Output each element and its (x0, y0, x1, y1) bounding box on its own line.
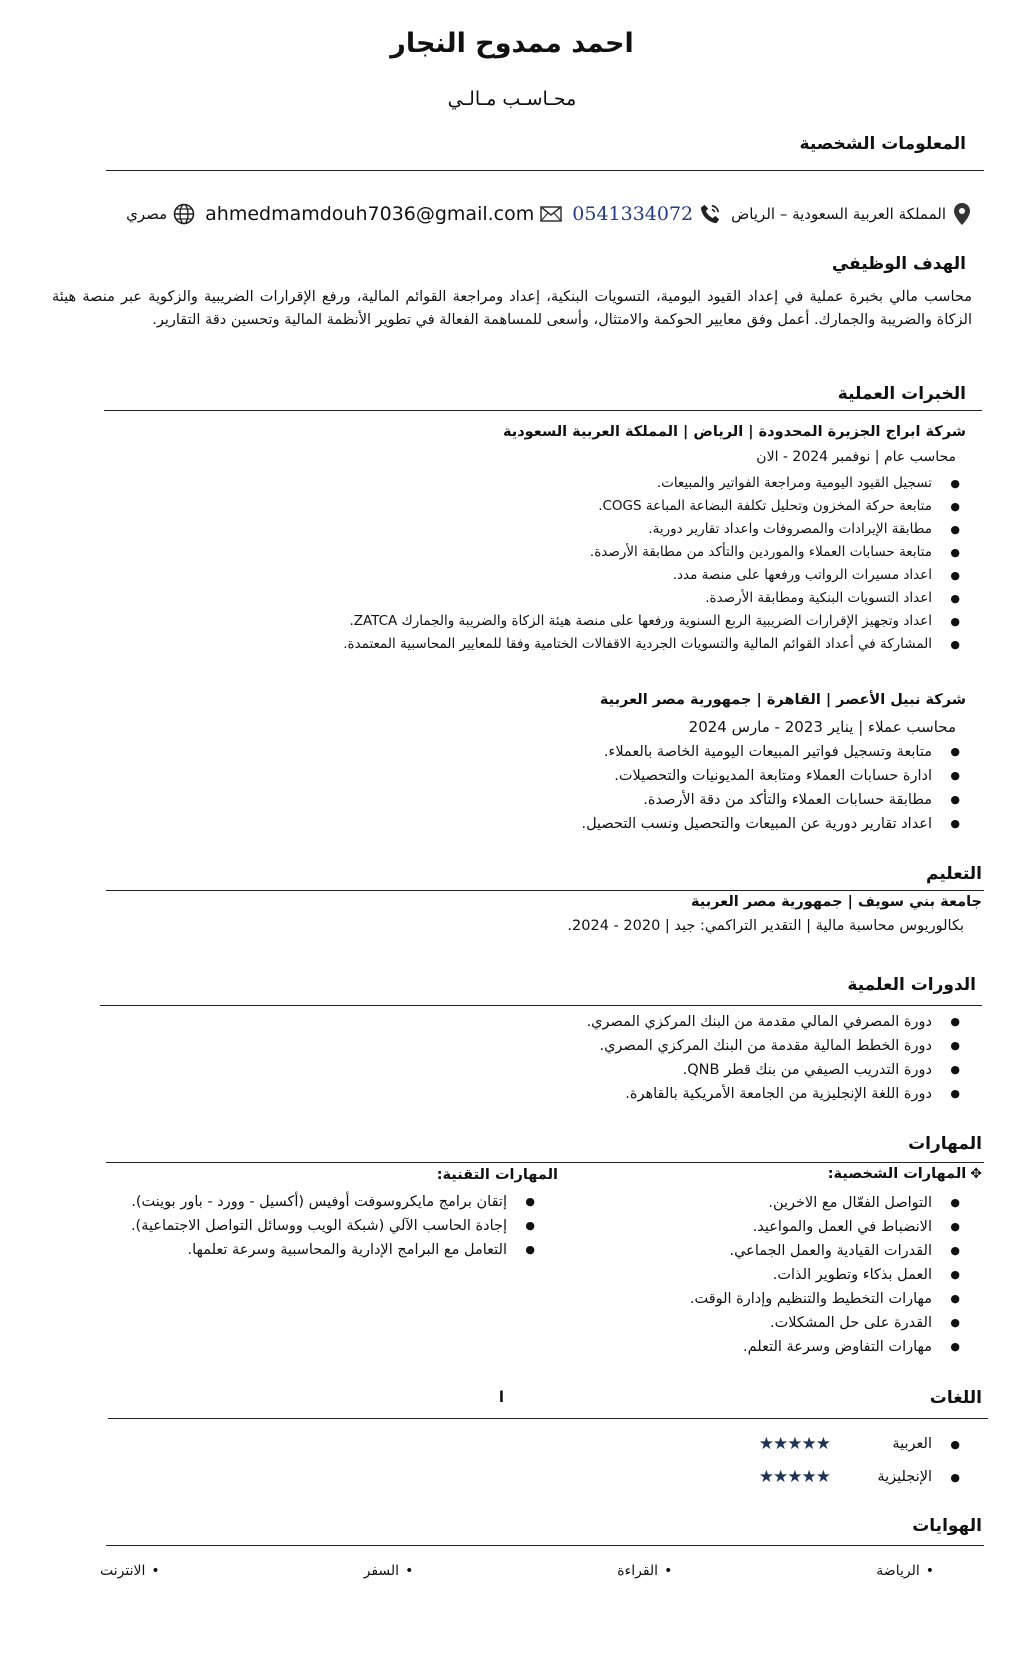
skills-title: المهارات (908, 1134, 982, 1154)
experience-divider (104, 410, 982, 411)
skills-divider (106, 1162, 984, 1163)
list-item: ● متابعة وتسجيل فواتير المبيعات اليومية الخاصة بالعملاء. (581, 740, 966, 764)
languages-divider (108, 1418, 988, 1419)
list-item: ● دورة اللغة الإنجليزية من الجامعة الأمريكية بالقاهرة. (587, 1082, 966, 1106)
courses-title: الدورات العلمية (847, 975, 976, 995)
technical-skills-title: المهارات التقنية: (436, 1167, 558, 1183)
sparkle-icon: ✥ (970, 1166, 982, 1182)
language-item (759, 1428, 966, 1461)
list-item: ● المشاركة في أعداد القوائم المالية والتسويات الجردية الاقفالات الختامية وفقا للمعايير المحاسبية المعتمدة. (343, 633, 966, 656)
list-item: ● إتقان برامج مايكروسوفت أوفيس (أكسيل - وورد - باور بوينت). (131, 1190, 541, 1214)
hobby-item: • القراءة (617, 1563, 673, 1579)
contact-location (731, 202, 972, 226)
education-degree: بكالوريوس محاسبة مالية | التقدير التراكمي: جيد | 2020 - 2024. (567, 918, 964, 934)
email-address[interactable]: ahmedmamdouh7036@gmail.com (205, 203, 535, 225)
list-item: ● تسجيل القيود اليومية ومراجعة الفواتير والمبيعات. (343, 472, 966, 495)
languages-title: اللغات (929, 1388, 982, 1408)
person-name: احمد ممدوح النجار (390, 28, 634, 59)
star-icon: ★★★★★ (758, 1434, 830, 1454)
hobbies-title: الهوايات (912, 1516, 982, 1536)
list-item: ● دورة التدريب الصيفي من بنك قطر QNB. (587, 1058, 966, 1082)
list-item: ● متابعة حركة المخزون وتحليل تكلفة البضاعة المباعة COGS. (343, 495, 966, 518)
hobby-item: • الانترنت (100, 1563, 160, 1579)
list-item: ● القدرة على حل المشكلات. (690, 1311, 966, 1335)
location-icon (952, 202, 972, 226)
hobbies-row (60, 1558, 934, 1584)
language-name: ● الإنجليزية (877, 1469, 932, 1485)
list-item: ● التعامل مع البرامج الإدارية والمحاسبية وسرعة تعلمها. (131, 1238, 541, 1262)
languages-list (759, 1428, 966, 1494)
contact-phone[interactable] (572, 203, 721, 225)
list-item: ● الانضباط في العمل والمواعيد. (690, 1215, 966, 1239)
job-2-company: شركة نبيل الأعصر | القاهرة | جمهورية مصر العربية (599, 692, 966, 708)
job-2-tasks (581, 740, 966, 836)
list-item: ● مهارات التخطيط والتنظيم وإدارة الوقت. (690, 1287, 966, 1311)
personal-info-title: المعلومات الشخصية (799, 134, 966, 154)
hobby-item: • الرياضة (876, 1563, 934, 1579)
list-item: ● إجادة الحاسب الآلي (شبكة الويب ووسائل التواصل الاجتماعية). (131, 1214, 541, 1238)
job-title: محـاسـب مـالـي (447, 88, 577, 110)
list-item: ● ادارة حسابات العملاء ومتابعة المديونيات والتحصيلات. (581, 764, 966, 788)
email-icon (540, 205, 562, 223)
list-item: ● اعداد مسيرات الرواتب ورفعها على منصة مدد. (343, 564, 966, 587)
experience-title: الخبرات العملية (837, 384, 966, 404)
globe-icon (173, 203, 195, 225)
hobby-item: • السفر (363, 1563, 414, 1579)
objective-title: الهدف الوظيفي (831, 254, 966, 274)
job-1-tasks (343, 472, 966, 656)
education-university: جامعة بني سويف | جمهورية مصر العربية (690, 894, 982, 910)
courses-divider (100, 1005, 982, 1006)
list-item: ● القدرات القيادية والعمل الجماعي. (690, 1239, 966, 1263)
nationality-text: مصري (126, 205, 168, 223)
languages-stray-mark: ا (498, 1388, 504, 1406)
technical-skills-list (131, 1190, 541, 1262)
education-title: التعليم (926, 864, 982, 884)
contact-row (70, 198, 972, 230)
hobbies-divider (106, 1545, 984, 1546)
language-name: ● العربية (892, 1436, 932, 1452)
list-item: ● العمل بذكاء وتطوير الذات. (690, 1263, 966, 1287)
personal-info-divider (106, 170, 984, 171)
education-divider (106, 890, 984, 891)
courses-list (587, 1010, 966, 1106)
phone-icon (699, 203, 721, 225)
list-item: ● اعداد وتجهيز الإقرارات الضريبية الربع السنوية ورفعها على منصة هيئة الزكاة والضريبة والجمارك ZATCA. (343, 610, 966, 633)
list-item: ● مطابقة حسابات العملاء والتأكد من دقة الأرصدة. (581, 788, 966, 812)
objective-text: محاسب مالي بخبرة عملية في إعداد القيود اليومية، التسويات البنكية، إعداد ومراجعة القوائم المالية، ورفع الإقرارات الضريبية والزكوية عبر منصة هيئة الزكاة والضريبة والجمارك. أعمل وفق معايير الحوكمة والامتثال، وأسعى للمساهمة الفعالة في تطوير الأنظمة المالية وتحسين دقة التقارير. (52, 289, 972, 328)
location-text: المملكة العربية السعودية – الرياض (731, 205, 946, 223)
job-1-role: محاسب عام | نوفمبر 2024 - الان (756, 449, 956, 465)
list-item: ● مهارات التفاوض وسرعة التعلم. (690, 1335, 966, 1359)
contact-nationality (126, 203, 195, 225)
list-item: ● التواصل الفعّال مع الاخرين. (690, 1191, 966, 1215)
job-2-role: محاسب عملاء | يناير 2023 - مارس 2024 (688, 718, 956, 736)
personal-skills-header (828, 1166, 982, 1182)
star-icon: ★★★★★ (758, 1467, 830, 1487)
list-item: ● مطابقة الإيرادات والمصروفات واعداد تقارير دورية. (343, 518, 966, 541)
list-item: ● متابعة حسابات العملاء والموردين والتأكد من مطابقة الأرصدة. (343, 541, 966, 564)
list-item: ● اعداد التسويات البنكية ومطابقة الأرصدة. (343, 587, 966, 610)
personal-skills-title: المهارات الشخصية: (827, 1166, 967, 1182)
list-item: ● اعداد تقارير دورية عن المبيعات والتحصيل ونسب التحصيل. (581, 812, 966, 836)
list-item: ● دورة المصرفي المالي مقدمة من البنك المركزي المصري. (587, 1010, 966, 1034)
phone-number[interactable]: 0541334072 (572, 203, 694, 225)
contact-email[interactable] (205, 203, 562, 225)
job-1-company: شركة ابراج الجزيرة المحدودة | الرياض | المملكة العربية السعودية (502, 424, 966, 440)
personal-skills-list (690, 1191, 966, 1359)
language-item (759, 1461, 966, 1494)
list-item: ● دورة الخطط المالية مقدمة من البنك المركزي المصري. (587, 1034, 966, 1058)
